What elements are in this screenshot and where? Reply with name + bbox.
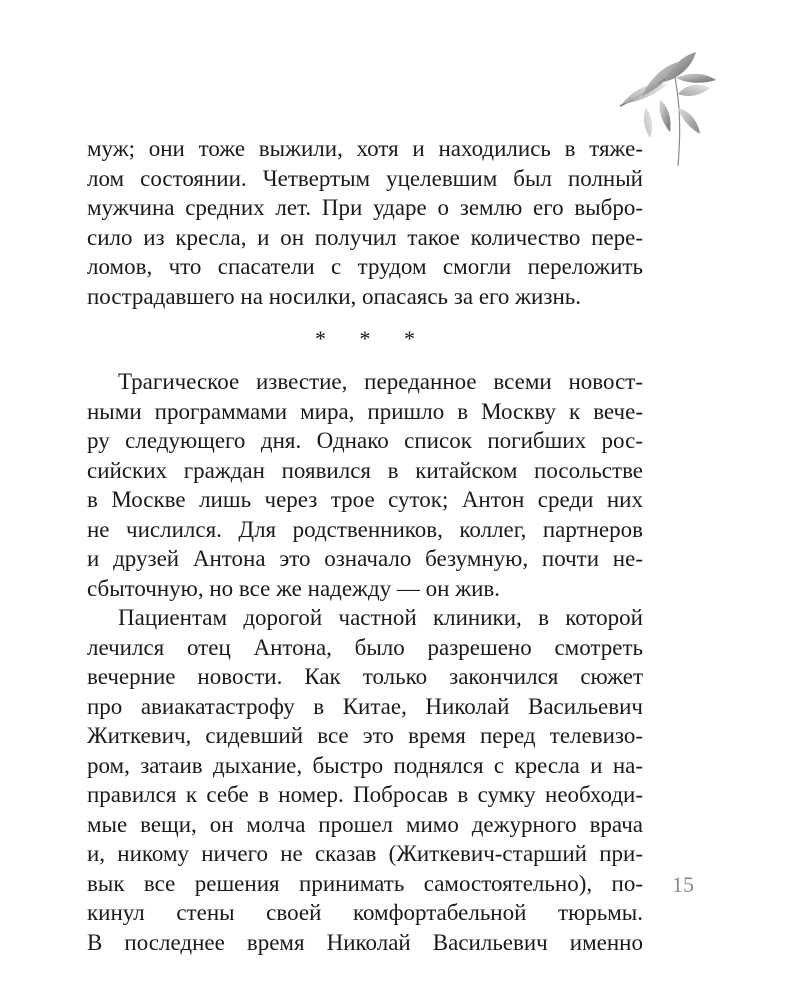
text-line: Трагическое известие, переданное всеми новост-: [118, 369, 643, 394]
text-line: мые вещи, он молча прошел мимо дежурного врача: [87, 811, 643, 837]
text-line: Житкевич, сидевший все это время перед телевизо-: [87, 723, 643, 748]
paragraph-1: [87, 134, 643, 311]
page-body: [87, 134, 643, 957]
text-line: пострадавшего на носилки, опасаясь за его жизнь.: [87, 283, 581, 309]
text-line: ром, затаив дыхание, быстро поднялся с кресла и на-: [87, 752, 643, 778]
text-line: сило из кресла, и он получил такое количество пере-: [87, 224, 643, 250]
paragraph-2: [87, 367, 643, 603]
text-line: ломов, что спасатели с трудом смогли переложить: [87, 254, 643, 279]
page-number: 15: [672, 872, 694, 897]
text-line: сбыточную, но все же надежду — он жив.: [87, 575, 501, 601]
text-line: не числился. Для родственников, коллег, партнеров: [87, 516, 643, 542]
text-line: ру следующего дня. Однако список погибших рос-: [87, 428, 643, 453]
text-line: мужчина средних лет. При ударе о землю его выбро-: [87, 195, 643, 220]
section-separator: * * *: [315, 326, 429, 351]
text-line: правился к себе в номер. Побросав в сумку необходи-: [87, 782, 643, 807]
text-line: лом состоянии. Четвертым уцелевшим был полный: [87, 165, 643, 191]
text-line: кинул стены своей комфортабельной тюрьмы.: [87, 900, 643, 925]
text-line: и друзей Антона это означало безумную, почти не-: [87, 546, 643, 571]
text-line: муж; они тоже выжили, хотя и находились в тяже-: [87, 136, 643, 161]
text-line: и, никому ничего не сказав (Житкевич-старший при-: [87, 841, 643, 866]
text-line: вык все решения принимать самостоятельно), по-: [87, 870, 643, 896]
text-line: про авиакатастрофу в Китае, Николай Васильевич: [87, 693, 643, 719]
text-line: в Москве лишь через трое суток; Антон среди них: [87, 487, 643, 512]
text-line: ными программами мира, пришло в Москву к вече-: [87, 398, 643, 424]
text-line: вечерние новости. Как только закончился сюжет: [87, 664, 643, 689]
text-line: лечился отец Антона, было разрешено смотреть: [87, 634, 643, 660]
paragraph-3: [87, 603, 643, 957]
text-line: Пациентам дорогой частной клиники, в которой: [118, 605, 643, 630]
text-line: В последнее время Николай Васильевич именно: [87, 929, 643, 955]
text-line: сийских граждан появился в китайском посольстве: [87, 457, 643, 483]
